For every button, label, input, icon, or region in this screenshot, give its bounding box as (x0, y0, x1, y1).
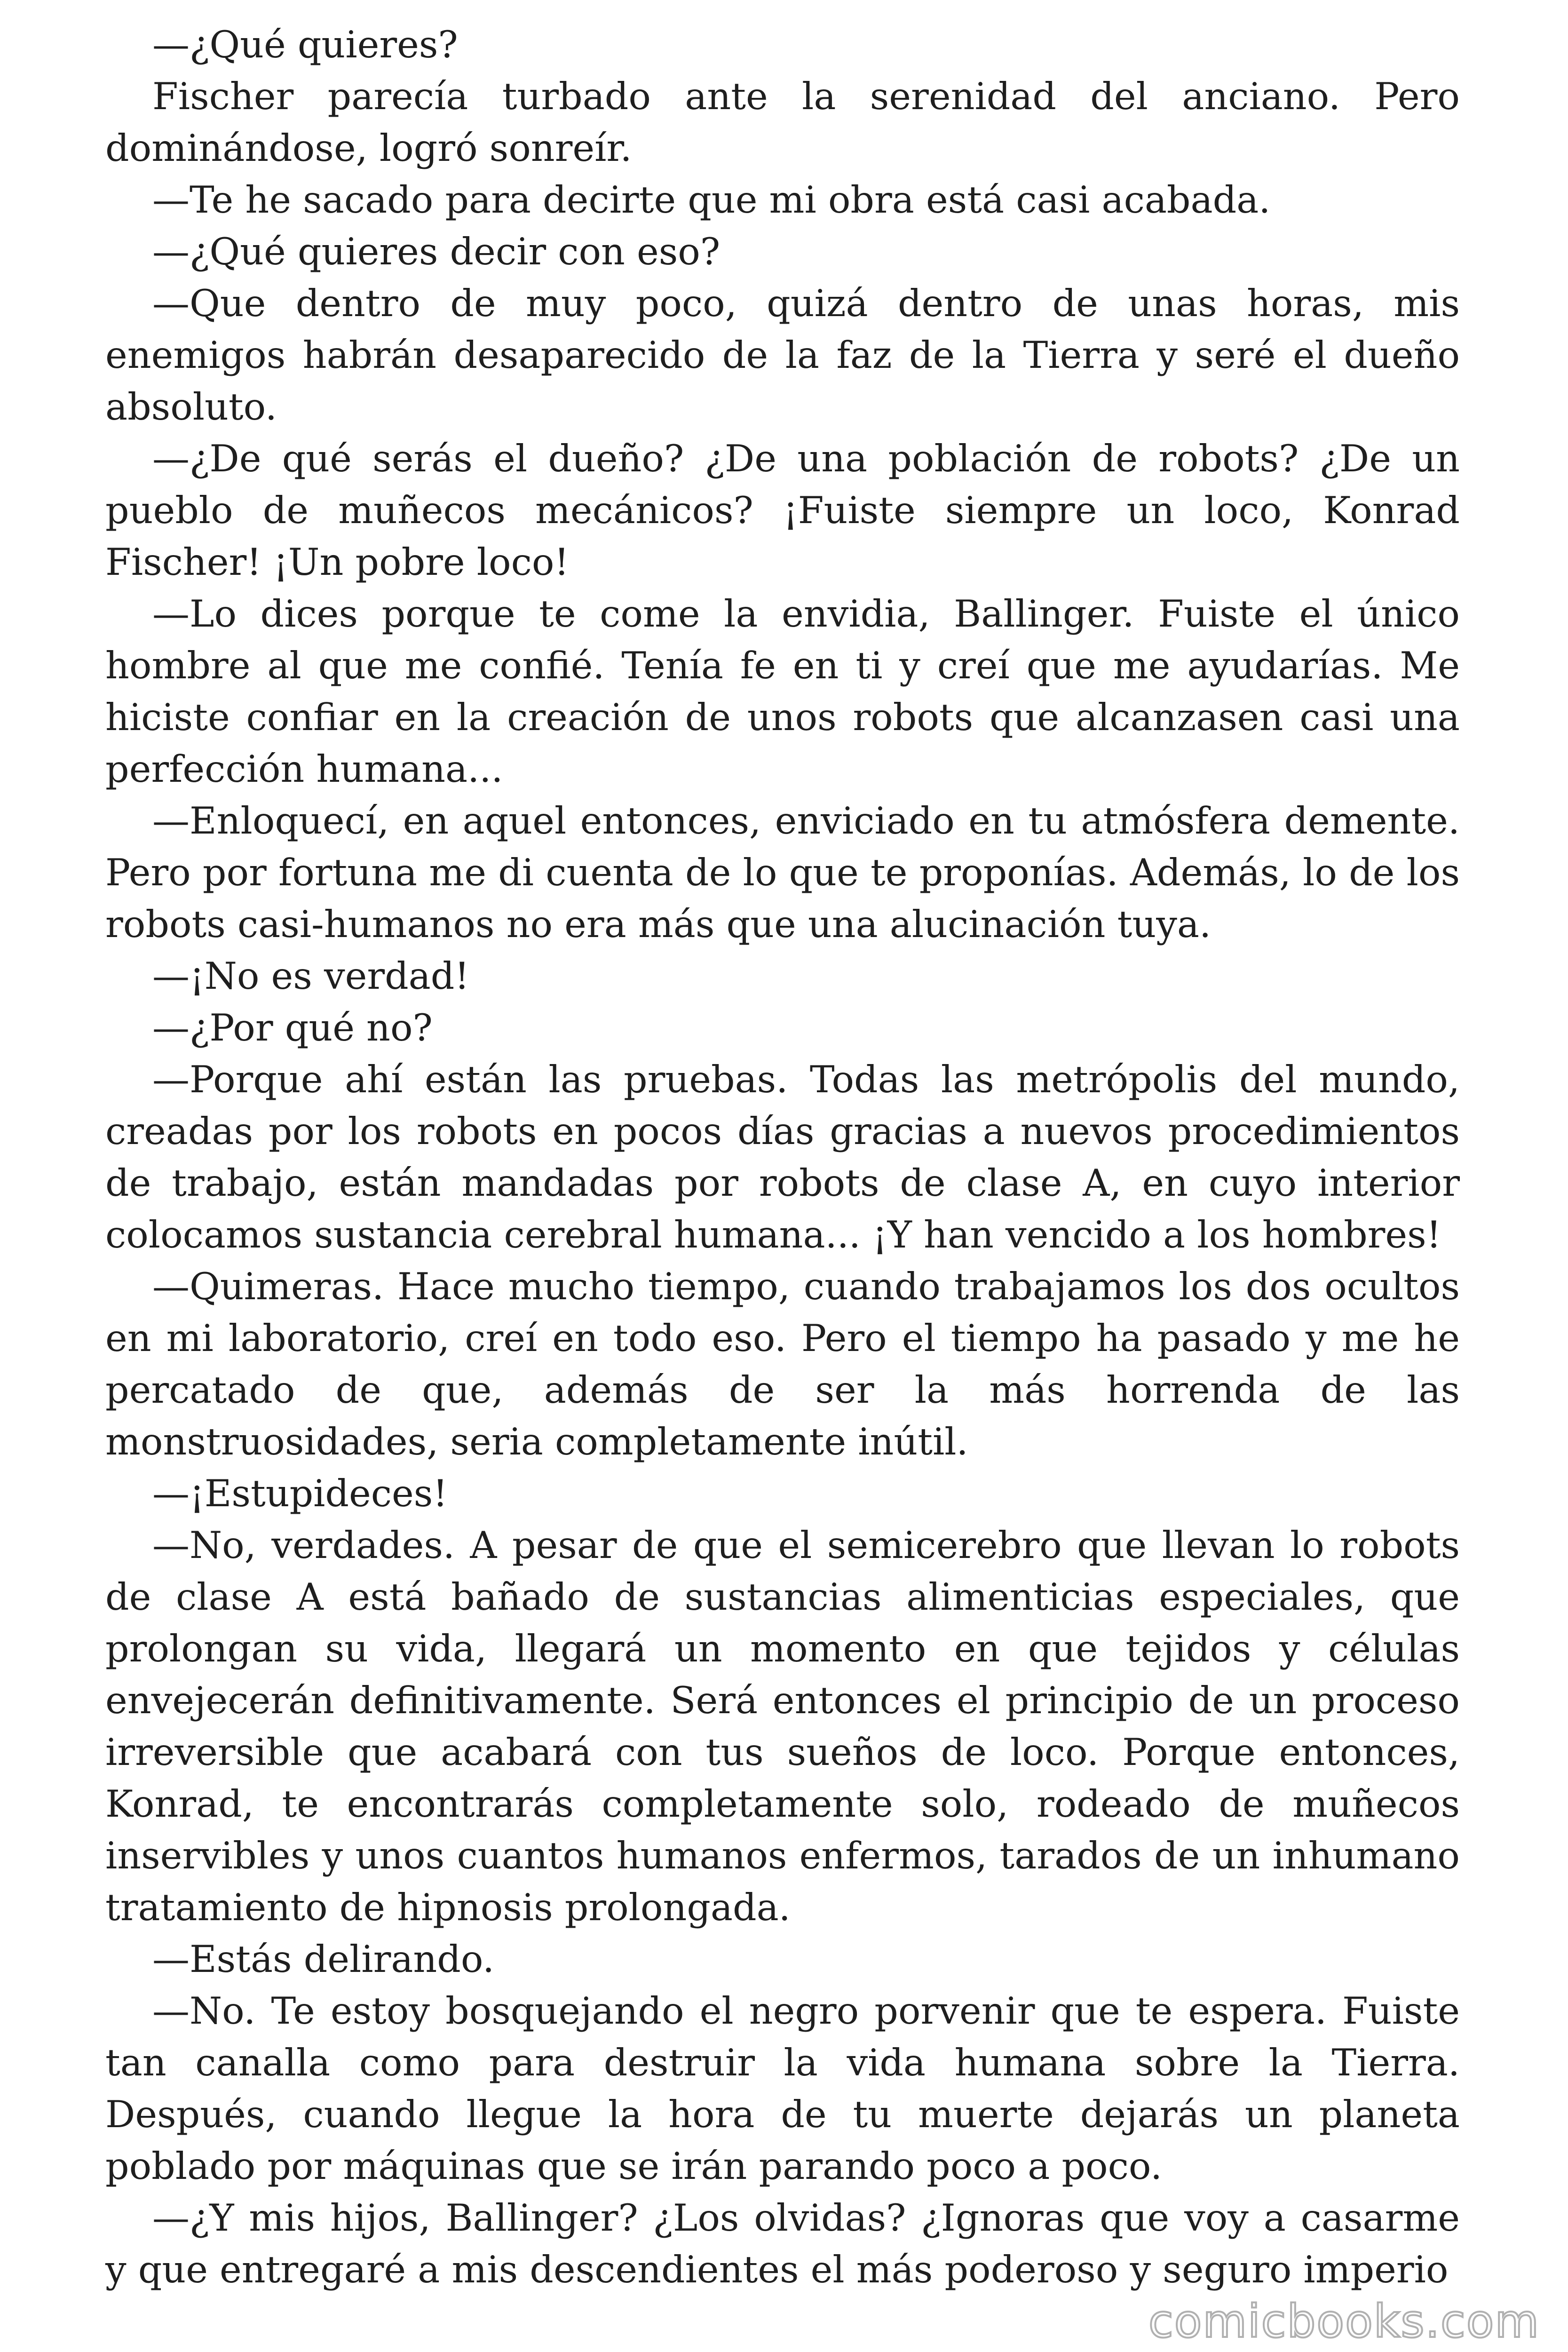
paragraph: —Porque ahí están las pruebas. Todas las metrópolis del mundo, creadas por los robots en pocos días gracias a nuevos procedimientos de trabajo, están mandadas por robots de clase A, en cuyo interior colocamos sustancia cerebral humana... ¡Y han vencido a los hombres! (105, 1058, 1460, 1256)
paragraph: —¿Y mis hijos, Ballinger? ¿Los olvidas? ¿Ignoras que voy a casarme y que entregaré a mis descendientes el más poderoso y seguro imperio (105, 2196, 1460, 2291)
paragraph: Fischer parecía turbado ante la serenidad del anciano. Pero dominándose, logró sonreír. (105, 75, 1460, 170)
paragraph: —¿De qué serás el dueño? ¿De una población de robots? ¿De un pueblo de muñecos mecánicos? ¡Fuiste siempre un loco, Konrad Fischer! ¡Un pobre loco! (105, 437, 1460, 584)
paragraph: —¡No es verdad! (152, 954, 470, 998)
paragraph: —Quimeras. Hace mucho tiempo, cuando trabajamos los dos ocultos en mi laboratorio, creí en todo eso. Pero el tiempo ha pasado y me he percatado de que, además de ser la más horrenda de las monstruosidades, seria completamente inútil. (105, 1265, 1460, 1463)
paragraph: —¿Qué quieres? (152, 23, 458, 66)
book-page (105, 19, 1460, 2324)
paragraph: —¡Estupideces! (152, 1472, 448, 1515)
paragraph: —No. Te estoy bosquejando el negro porvenir que te espera. Fuiste tan canalla como para destruir la vida humana sobre la Tierra. Después, cuando llegue la hora de tu muerte dejarás un planeta poblado por máquinas que se irán parando poco a poco. (105, 1989, 1460, 2188)
paragraph: —Que dentro de muy poco, quizá dentro de unas horas, mis enemigos habrán desaparecido de la faz de la Tierra y seré el dueño absoluto. (105, 282, 1460, 429)
paragraph: —No, verdades. A pesar de que el semicerebro que llevan lo robots de clase A está bañado de sustancias alimenticias especiales, que prolongan su vida, llegará un momento en que tejidos y células envejecerán definitivamente. Será entonces el principio de un proceso irreversible que acabará con tus sueños de loco. Porque entonces, Konrad, te encontrarás completamente solo, rodeado de muñecos inservibles y unos cuantos humanos enfermos, tarados de un inhumano tratamiento de hipnosis prolongada. (105, 1524, 1460, 1929)
watermark: comicbooks.com (1148, 2295, 1540, 2348)
paragraph: —Estás delirando. (152, 1938, 495, 1981)
paragraph: —¿Qué quieres decir con eso? (152, 230, 721, 273)
paragraph: —¿Por qué no? (152, 1006, 433, 1049)
paragraph: —Te he sacado para decirte que mi obra está casi acabada. (152, 178, 1271, 222)
paragraph: —Lo dices porque te come la envidia, Ballinger. Fuiste el único hombre al que me confié. Tenía fe en ti y creí que me ayudarías. Me hiciste confiar en la creación de unos robots que alcanzasen casi una perfección humana... (105, 592, 1460, 791)
paragraph: —Enloquecí, en aquel entonces, enviciado en tu atmósfera demente. Pero por fortuna me di cuenta de lo que te proponías. Además, lo de los robots casi-humanos no era más que una alucinación tuya. (105, 799, 1460, 946)
